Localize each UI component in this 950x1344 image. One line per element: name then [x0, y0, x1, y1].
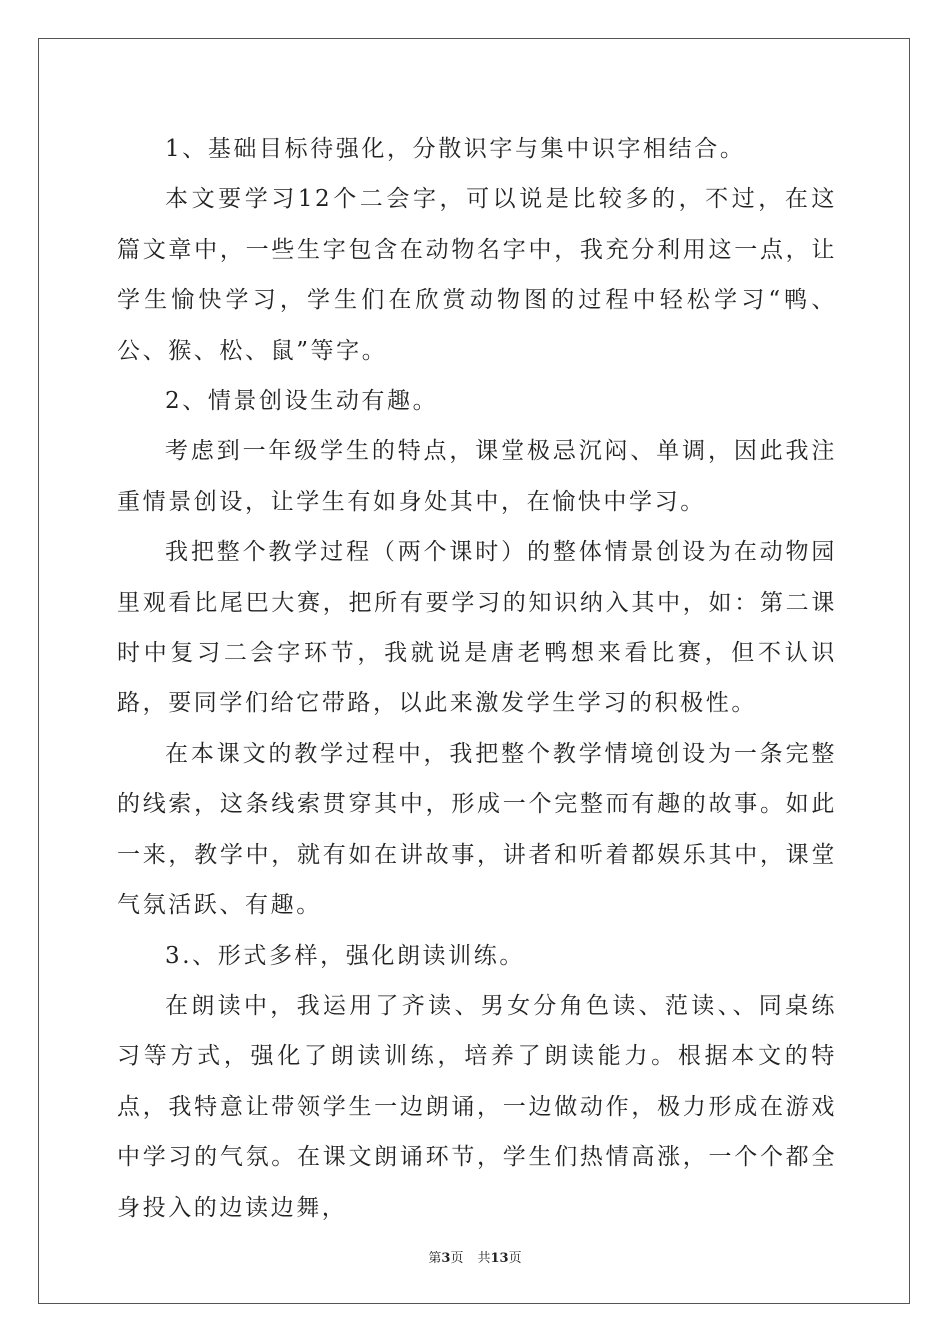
total-prefix: 共 [477, 1251, 491, 1266]
total-suffix: 页 [508, 1251, 522, 1266]
page-suffix: 页 [450, 1251, 464, 1266]
paragraph: 我把整个教学过程（两个课时）的整体情景创设为在动物园里观看比尾巴大赛，把所有要学习的知识纳入其中，如：第二课时中复习二会字环节，我就说是唐老鸭想来看比赛，但不认识路，要同学们给它带路，以此来激发学生学习的积极性。 [117, 539, 837, 717]
paragraph: 在朗读中，我运用了齐读、男女分角色读、范读、、同桌练习等方式，强化了朗读训练，培养了朗读能力。根据本文的特点，我特意让带领学生一边朗诵，一边做动作，极力形成在游戏中学习的气氛。在课文朗诵环节，学生们热情高涨，一个个都全身投入的边读边舞， [117, 992, 837, 1221]
section-heading-3: 3.、形式多样，强化朗读训练。 [165, 942, 525, 969]
section-heading-1: 1、基础目标待强化，分散识字与集中识字相结合。 [165, 136, 746, 162]
page-prefix: 第 [428, 1251, 442, 1266]
paragraph: 本文要学习12个二会字，可以说是比较多的，不过，在这篇文章中，一些生字包含在动物名字中，我充分利用这一点，让学生愉快学习，学生们在欣赏动物图的过程中轻松学习“鸭、公、猴、松、鼠”等字。 [117, 186, 837, 364]
paragraph: 考虑到一年级学生的特点，课堂极忌沉闷、单调，因此我注重情景创设，让学生有如身处其中，在愉快中学习。 [117, 438, 837, 515]
document-body [117, 124, 837, 1233]
current-page-number: 3 [441, 1251, 451, 1266]
paragraph: 在本课文的教学过程中，我把整个教学情境创设为一条完整的线索，这条线索贯穿其中，形成一个完整而有趣的故事。如此一来，教学中，就有如在讲故事，讲者和听着都娱乐其中，课堂气氛活跃、有趣。 [117, 740, 837, 919]
page-footer [0, 1247, 950, 1266]
total-pages-number: 13 [490, 1251, 509, 1266]
section-heading-2: 2、情景创设生动有趣。 [165, 388, 439, 415]
